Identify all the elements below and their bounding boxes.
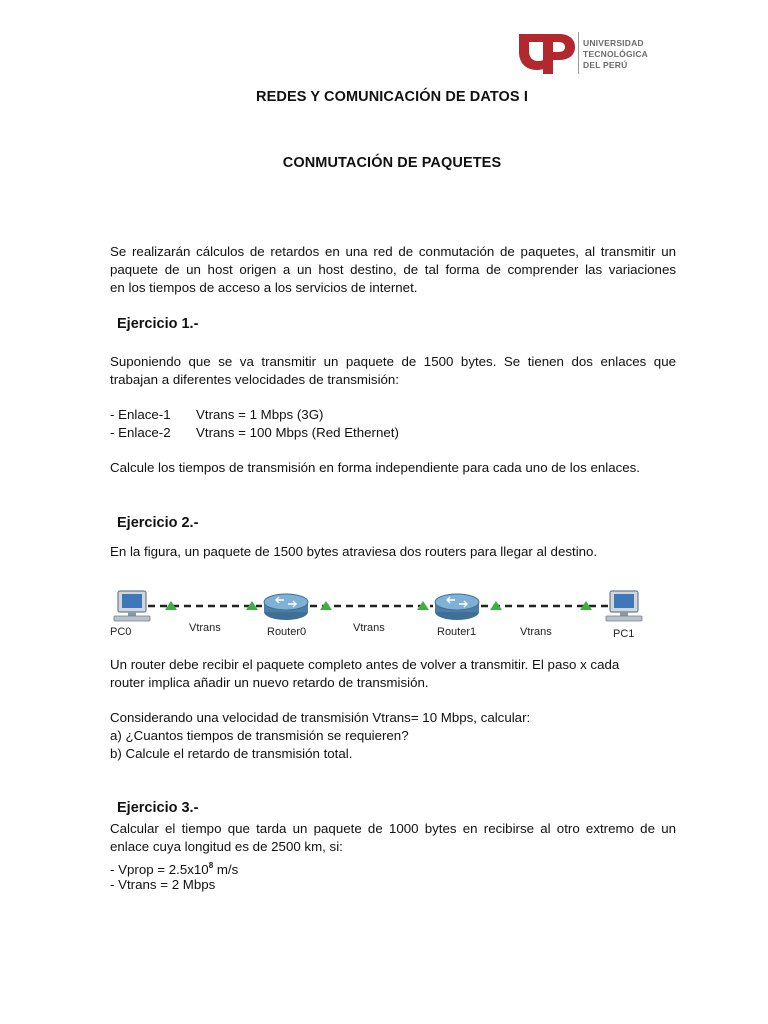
node-label-router1: Router1: [437, 626, 477, 638]
link-indicator-icon: [490, 601, 502, 610]
logo-divider: [578, 32, 579, 74]
university-logo: [517, 30, 657, 76]
vprop-exponent: 8: [208, 861, 214, 870]
link-1-row: [110, 406, 323, 424]
exercise-3-line-1: Calcular el tiempo que tarda un paquete de 1000 bytes en recibirse al otro extremo de un: [110, 821, 676, 836]
logo-wordmark: UNIVERSIDAD TECNOLÓGICA DEL PERÚ: [583, 38, 649, 70]
vprop-suffix: m/s: [213, 862, 239, 877]
node-label-pc1: PC1: [613, 628, 635, 640]
exercise-2-line-1: Un router debe recibir el paquete completo antes de volver a transmitir. El paso x cada: [110, 657, 620, 672]
exercise-2-line-3: Considerando una velocidad de transmisión Vtrans= 10 Mbps, calcular:: [110, 710, 531, 725]
intro-line-1: Se realizarán cálculos de retardos en una red de conmutación de paquetes, al transmitir un: [110, 244, 676, 259]
link-indicator-icon: [320, 601, 332, 610]
node-label-router0: Router0: [267, 626, 307, 638]
exercise-1-question: Calcule los tiempos de transmisión en forma independiente para cada uno de los enlaces.: [110, 460, 640, 475]
link-1-speed: Vtrans = 1 Mbps (3G): [196, 407, 324, 422]
vprop-prefix: - Vprop = 2.5x10: [110, 862, 209, 877]
exercise-2-heading: Ejercicio 2.-: [117, 515, 199, 531]
link-2-name: - Enlace-2: [110, 425, 171, 440]
intro-line-3: en los tiempos de acceso a los servicios de internet.: [110, 280, 418, 295]
exercise-1-line-2: trabajan a diferentes velocidades de transmisión:: [110, 372, 400, 387]
exercise-2-question-a: a) ¿Cuantos tiempos de transmisión se requieren?: [110, 728, 409, 743]
vtrans-row: - Vtrans = 2 Mbps: [110, 877, 216, 892]
course-title: REDES Y COMUNICACIÓN DE DATOS I: [256, 89, 528, 105]
link-1-name: - Enlace-1: [110, 407, 171, 422]
exercise-2-question-b: b) Calcule el retardo de transmisión total.: [110, 746, 353, 761]
exercise-3-line-2: enlace cuya longitud es de 2500 km, si:: [110, 839, 343, 854]
utp-logo-icon: [517, 30, 577, 76]
pc1-computer-icon: [606, 591, 642, 621]
pc0-computer-icon: [114, 591, 150, 621]
network-diagram: [110, 588, 670, 644]
exercise-2-intro: En la figura, un paquete de 1500 bytes atraviesa dos routers para llegar al destino.: [110, 544, 598, 559]
router1-icon: [435, 594, 479, 620]
node-label-pc0: PC0: [110, 626, 132, 638]
link-2-speed: Vtrans = 100 Mbps (Red Ethernet): [196, 425, 399, 440]
intro-line-2: paquete de un host origen a un host destino, de tal forma de comprender las variaciones: [110, 262, 676, 277]
exercise-2-line-2: router implica añadir un nuevo retardo de transmisión.: [110, 675, 429, 690]
exercise-1-heading: Ejercicio 1.-: [117, 316, 199, 332]
topic-title: CONMUTACIÓN DE PAQUETES: [282, 155, 502, 171]
router0-icon: [264, 594, 308, 620]
link-label-2: Vtrans: [353, 622, 385, 634]
link-label-1: Vtrans: [189, 622, 221, 634]
link-label-3: Vtrans: [520, 626, 552, 638]
exercise-3-heading: Ejercicio 3.-: [117, 800, 199, 816]
link-2-row: [110, 424, 399, 442]
exercise-1-line-1: Suponiendo que se va transmitir un paquete de 1500 bytes. Se tienen dos enlaces que: [110, 354, 676, 369]
